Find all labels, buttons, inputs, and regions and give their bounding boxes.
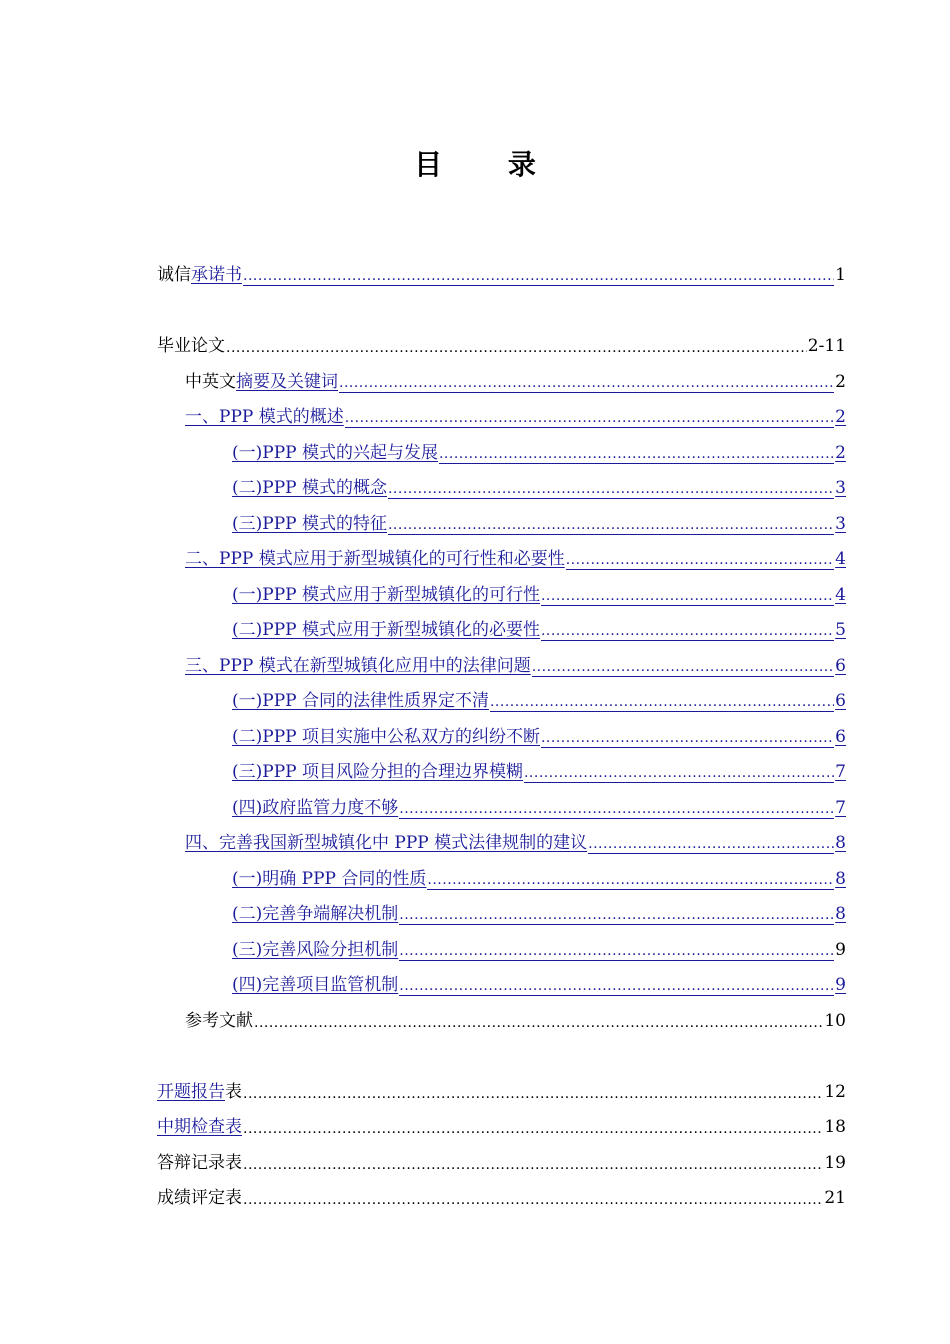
toc-entry-section-3-3[interactable] — [232, 759, 846, 783]
dot-leader — [243, 1191, 823, 1209]
toc-page-number[interactable]: 8 — [835, 833, 846, 853]
dot-leader — [399, 977, 834, 996]
toc-entry-thesis[interactable] — [157, 333, 846, 357]
toc-page-number[interactable]: 3 — [835, 478, 846, 498]
toc-entry-link[interactable]: 四、完善我国新型城镇化中 PPP 模式法律规制的建议 — [185, 833, 588, 853]
toc-entry-link[interactable]: (二)PPP 项目实施中公私双方的纠纷不断 — [232, 727, 540, 747]
dot-leader — [588, 835, 834, 854]
toc-entry-defense-record[interactable] — [157, 1150, 846, 1174]
toc-page-number[interactable]: 2 — [835, 407, 846, 427]
toc-entry-section-4-4[interactable] — [232, 972, 846, 996]
toc-page-number: 18 — [824, 1117, 846, 1137]
toc-entry-text: 答辩记录表 — [157, 1153, 242, 1173]
toc-page-number[interactable]: 8 — [835, 869, 846, 889]
toc-entry-text: 成绩评定表 — [157, 1188, 242, 1208]
toc-entry-text: 毕业论文 — [157, 336, 225, 356]
toc-entry-text: 表 — [225, 1082, 242, 1102]
toc-page-number[interactable]: 6 — [835, 691, 846, 711]
toc-entry-section-1-1[interactable] — [232, 440, 846, 464]
toc-entry-link[interactable]: (一)PPP 合同的法律性质界定不清 — [232, 691, 489, 711]
toc-entry-section-4-2[interactable] — [232, 901, 846, 925]
toc-entry-text: 参考文献 — [185, 1011, 253, 1031]
toc-entry-link[interactable]: 二、PPP 模式应用于新型城镇化的可行性和必要性 — [185, 549, 565, 569]
dot-leader — [524, 764, 834, 783]
toc-page-number[interactable]: 7 — [835, 798, 846, 818]
toc-page-number[interactable]: 4 — [835, 585, 846, 605]
dot-leader — [566, 551, 834, 570]
dot-leader — [243, 1085, 823, 1103]
toc-page-number: 19 — [824, 1153, 846, 1173]
toc-entry-link[interactable]: 开题报告 — [157, 1082, 225, 1102]
toc-page-number[interactable]: 2 — [835, 443, 846, 463]
dot-leader — [541, 587, 834, 606]
toc-page-number: 1 — [835, 265, 846, 285]
toc-entry-section-3[interactable] — [185, 653, 846, 677]
toc-entry-link[interactable]: (一)明确 PPP 合同的性质 — [232, 869, 427, 889]
dot-leader — [243, 267, 834, 286]
toc-page-number[interactable]: 6 — [835, 727, 846, 747]
toc-entry-section-1-3[interactable] — [232, 511, 846, 535]
toc-entry-grade-evaluation[interactable] — [157, 1185, 846, 1209]
toc-entry-link[interactable]: 一、PPP 模式的概述 — [185, 407, 344, 427]
toc-page-number: 10 — [824, 1011, 846, 1031]
toc-entry-link[interactable]: 三、PPP 模式在新型城镇化应用中的法律问题 — [185, 656, 531, 676]
dot-leader — [243, 1156, 823, 1174]
toc-entry-link[interactable]: (四)政府监管力度不够 — [232, 798, 399, 818]
toc-entry-section-1[interactable] — [185, 404, 846, 428]
toc-entry-text: 诚信 — [157, 265, 191, 285]
toc-entry-pledge[interactable] — [157, 262, 846, 286]
toc-entry-midterm-check[interactable] — [157, 1114, 846, 1138]
dot-leader — [399, 906, 834, 925]
dot-leader — [541, 622, 834, 641]
dot-leader — [399, 800, 834, 819]
toc-entry-link[interactable]: 摘要及关键词 — [236, 372, 338, 392]
toc-page-number[interactable]: 8 — [835, 904, 846, 924]
toc-entry-section-4[interactable] — [185, 830, 846, 854]
dot-leader — [226, 339, 807, 357]
dot-leader — [243, 1120, 823, 1138]
toc-page-number[interactable]: 7 — [835, 762, 846, 782]
dot-leader — [388, 480, 834, 499]
toc-entry-link[interactable]: (四)完善项目监管机制 — [232, 975, 399, 995]
toc-page-number: 9 — [835, 940, 846, 960]
toc-entry-link[interactable]: 中期检查表 — [157, 1117, 242, 1137]
toc-entry-section-1-2[interactable] — [232, 475, 846, 499]
toc-entry-link[interactable]: (一)PPP 模式应用于新型城镇化的可行性 — [232, 585, 540, 605]
toc-page-number: 2-11 — [807, 336, 846, 356]
toc-entry-abstract[interactable] — [185, 369, 846, 393]
toc-page-number: 2 — [835, 372, 846, 392]
toc-entry-section-3-2[interactable] — [232, 724, 846, 748]
dot-leader — [388, 516, 834, 535]
dot-leader — [541, 729, 834, 748]
toc-page-number: 21 — [824, 1188, 846, 1208]
dot-leader — [345, 409, 834, 428]
toc-entry-section-3-1[interactable] — [232, 688, 846, 712]
dot-leader — [399, 942, 834, 961]
dot-leader — [490, 693, 834, 712]
toc-entry-section-2[interactable] — [185, 546, 846, 570]
toc-page-number: 12 — [824, 1082, 846, 1102]
toc-page-number[interactable]: 5 — [835, 620, 846, 640]
toc-entry-link[interactable]: (二)完善争端解决机制 — [232, 904, 399, 924]
toc-entry-link[interactable]: (一)PPP 模式的兴起与发展 — [232, 443, 438, 463]
toc-entry-link[interactable]: (二)PPP 模式应用于新型城镇化的必要性 — [232, 620, 540, 640]
toc-entry-section-3-4[interactable] — [232, 795, 846, 819]
toc-entry-references[interactable] — [185, 1008, 846, 1032]
toc-page-number[interactable]: 4 — [835, 549, 846, 569]
toc-entry-proposal-report[interactable] — [157, 1079, 846, 1103]
page-title: 目 录 — [414, 148, 564, 181]
toc-page-number[interactable]: 3 — [835, 514, 846, 534]
toc-entry-section-4-1[interactable] — [232, 866, 846, 890]
dot-leader — [254, 1014, 823, 1032]
dot-leader — [427, 871, 834, 890]
toc-entry-link[interactable]: (三)完善风险分担机制 — [232, 940, 399, 960]
dot-leader — [532, 658, 834, 677]
toc-entry-section-2-2[interactable] — [232, 617, 846, 641]
toc-entry-link[interactable]: (三)PPP 模式的特征 — [232, 514, 387, 534]
toc-page-number[interactable]: 6 — [835, 656, 846, 676]
toc-entry-link[interactable]: (三)PPP 项目风险分担的合理边界模糊 — [232, 762, 523, 782]
toc-entry-section-2-1[interactable] — [232, 582, 846, 606]
dot-leader — [339, 374, 834, 393]
toc-entry-link[interactable]: 承诺书 — [191, 265, 242, 285]
toc-entry-section-4-3[interactable] — [232, 937, 846, 961]
toc-page-number[interactable]: 9 — [835, 975, 846, 995]
toc-entry-link[interactable]: (二)PPP 模式的概念 — [232, 478, 387, 498]
dot-leader — [439, 445, 834, 464]
toc-entry-text: 中英文 — [185, 372, 236, 392]
